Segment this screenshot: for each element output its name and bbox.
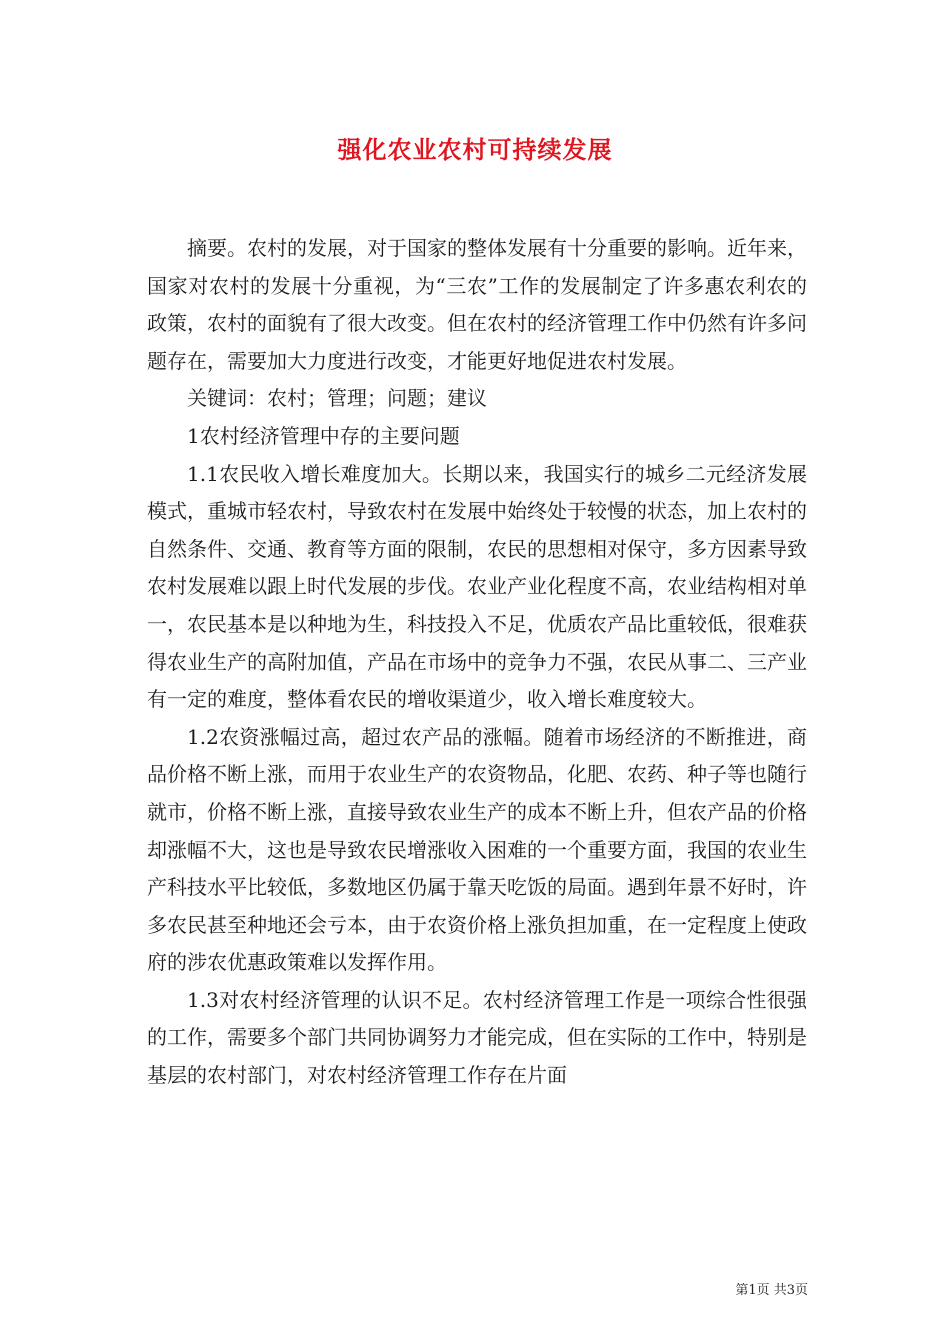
document-body — [147, 230, 807, 1095]
section-1-3-paragraph: 1.3对农村经济管理的认识不足。农村经济管理工作是一项综合性很强的工作，需要多个部门共同协调努力才能完成，但在实际的工作中，特别是基层的农村部门，对农村经济管理工作存在片面 — [147, 987, 807, 1088]
keywords-paragraph: 关键词：农村；管理；问题；建议 — [187, 386, 487, 411]
section-heading: 1农村经济管理中存的主要问题 — [187, 423, 460, 448]
page-number-footer: 第1页 共3页 — [735, 1283, 808, 1298]
abstract-paragraph: 摘要。农村的发展，对于国家的整体发展有十分重要的影响。近年来，国家对农村的发展十分重视，为“三农”工作的发展制定了许多惠农利农的政策，农村的面貌有了很大改变。但在农村的经济管理工作中仍然有许多问题存在，需要加大力度进行改变，才能更好地促进农村发展。 — [147, 236, 807, 373]
document-title: 强化农业农村可持续发展 — [337, 135, 613, 164]
section-1-2-paragraph: 1.2农资涨幅过高，超过农产品的涨幅。随着市场经济的不断推进，商品价格不断上涨，而用于农业生产的农资物品，化肥、农药、种子等也随行就市，价格不断上涨，直接导致农业生产的成本不断上升，但农产品的价格却涨幅不大，这也是导致农民增涨收入困难的一个重要方面，我国的农业生产科技水平比较低，多数地区仍属于靠天吃饭的局面。遇到年景不好时，许多农民甚至种地还会亏本，由于农资价格上涨负担加重，在一定程度上使政府的涉农优惠政策难以发挥作用。 — [147, 724, 807, 975]
section-1-1-paragraph: 1.1农民收入增长难度加大。长期以来，我国实行的城乡二元经济发展模式，重城市轻农村，导致农村在发展中始终处于较慢的状态，加上农村的自然条件、交通、教育等方面的限制，农民的思想相对保守，多方因素导致农村发展难以跟上时代发展的步伐。农业产业化程度不高，农业结构相对单一，农民基本是以种地为生，科技投入不足，优质农产品比重较低，很难获得农业生产的高附加值，产品在市场中的竞争力不强，农民从事二、三产业有一定的难度，整体看农民的增收渠道少，收入增长难度较大。 — [147, 461, 807, 712]
